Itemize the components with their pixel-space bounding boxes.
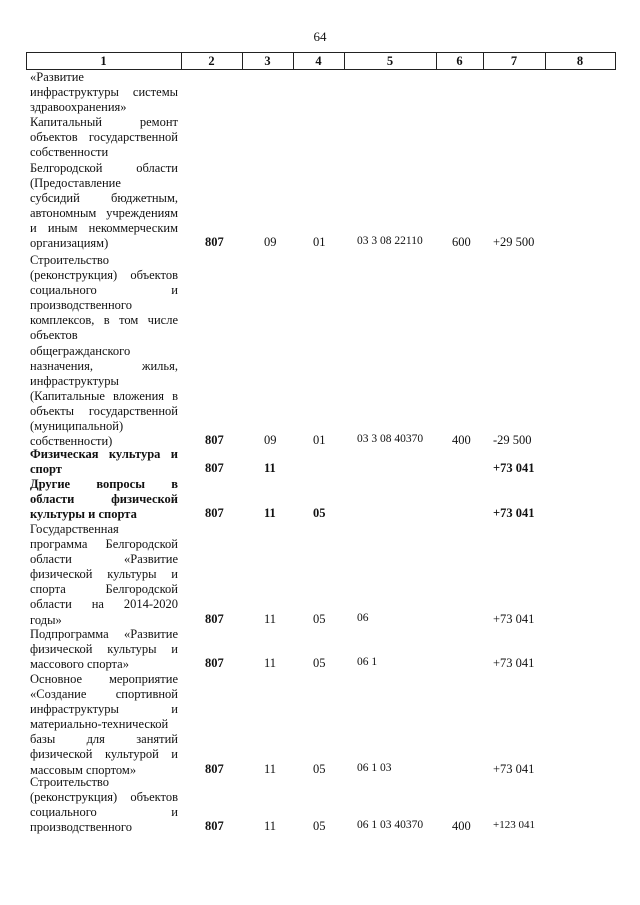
row-description [30, 447, 178, 477]
header-col-6: 6 [456, 53, 463, 68]
code-5-cell: 06 [357, 611, 369, 624]
description-line: спорта Белгородской [30, 582, 178, 597]
page-number: 64 [313, 29, 327, 44]
description-line: Капитальный ремонт [30, 115, 178, 130]
header-col-1: 1 [100, 53, 107, 68]
row-description [30, 627, 178, 672]
code-2-cell: 807 [205, 611, 224, 626]
description-line: производственного [30, 820, 132, 835]
description-line: инфраструктуры [30, 373, 119, 388]
code-2-cell: 807 [205, 461, 224, 476]
amount-cell: +73 041 [493, 761, 535, 776]
code-3-cell: 11 [264, 761, 277, 776]
description-line: (Капитальные вложения в [30, 388, 178, 403]
code-5-cell: 06 1 03 40370 [357, 819, 424, 832]
row-description [30, 253, 178, 449]
description-line: назначения, жилья, [30, 358, 178, 373]
description-line: производственного [30, 298, 132, 313]
code-4-cell: 05 [313, 506, 326, 521]
description-line: материально-технической [30, 717, 169, 732]
description-line: Строительство [30, 775, 110, 789]
header-col-3: 3 [264, 53, 271, 68]
code-6-cell: 600 [452, 235, 471, 250]
description-line: (реконструкция) объектов [30, 268, 178, 283]
description-line: «Развитие [30, 70, 84, 84]
row-description [30, 672, 178, 778]
code-4-cell: 05 [313, 819, 326, 834]
code-3-cell: 11 [264, 611, 277, 626]
code-2-cell: 807 [205, 506, 224, 521]
description-line: Государственная [30, 522, 119, 536]
amount-cell: +29 500 [493, 235, 535, 250]
header-separator [615, 52, 616, 70]
description-line: организациям) [30, 236, 109, 251]
description-line: базы для занятий [30, 732, 178, 747]
amount-cell: -29 500 [493, 433, 532, 448]
description-line: «Создание спортивной [30, 687, 178, 702]
code-4-cell: 05 [313, 656, 326, 671]
description-line: комплексов, в том числе [30, 313, 178, 328]
description-line: спорт [30, 462, 62, 477]
row-description [30, 477, 178, 522]
description-line: области на 2014-2020 [30, 597, 178, 612]
description-line: области физической [30, 492, 178, 507]
description-line: социального и [30, 805, 178, 820]
description-line: инфраструктуры и [30, 702, 178, 717]
header-col-4: 4 [315, 53, 322, 68]
description-line: массового спорта» [30, 657, 129, 672]
description-line: Строительство [30, 253, 110, 267]
row-description [30, 522, 178, 628]
code-4-cell: 05 [313, 611, 326, 626]
description-line: Основное мероприятие [30, 672, 178, 686]
code-6-cell: 400 [452, 433, 471, 448]
description-line: (Предоставление [30, 175, 121, 190]
header-col-2: 2 [208, 53, 215, 68]
header-col-7: 7 [510, 53, 518, 68]
description-line: культуры и спорта [30, 507, 137, 522]
table-header [26, 52, 616, 70]
description-line: собственности) [30, 434, 113, 449]
code-3-cell: 11 [264, 506, 276, 521]
description-line: области «Развитие [30, 552, 178, 567]
description-line: социального и [30, 283, 178, 298]
description-line: здравоохранения» [30, 100, 127, 115]
code-3-cell: 11 [264, 656, 277, 671]
code-2-cell: 807 [205, 656, 224, 671]
description-line: и иным некоммерческим [30, 220, 178, 235]
code-5-cell: 06 1 [357, 656, 378, 669]
description-line: годы» [30, 612, 62, 627]
description-line: Другие вопросы в [30, 477, 178, 491]
amount-cell: +73 041 [493, 461, 535, 476]
header-col-5: 5 [386, 53, 394, 68]
description-line: массовым спортом» [30, 762, 137, 777]
code-2-cell: 807 [205, 761, 224, 776]
code-2-cell: 807 [205, 819, 224, 834]
amount-cell: +73 041 [493, 656, 535, 671]
amount-cell: +123 041 [493, 819, 535, 832]
description-line: общегражданского [30, 343, 131, 358]
code-4-cell: 05 [313, 761, 326, 776]
description-line: физической культурой и [30, 747, 178, 762]
description-line: физической культуры и [30, 567, 178, 582]
header-col-8: 8 [576, 53, 584, 68]
description-line: (муниципальной) [30, 419, 124, 434]
description-line: физической культуры и [30, 642, 178, 657]
description-line: объекты государственной [30, 403, 178, 418]
code-4-cell: 01 [313, 433, 326, 448]
description-line: программа Белгородской [30, 537, 178, 552]
code-2-cell: 807 [205, 433, 224, 448]
row-description [30, 70, 178, 251]
code-4-cell: 01 [313, 235, 326, 250]
description-line: Физическая культура и [30, 447, 178, 461]
amount-cell: +73 041 [493, 611, 535, 626]
code-3-cell: 09 [264, 433, 277, 448]
code-6-cell: 400 [452, 819, 471, 834]
description-line: инфраструктуры системы [30, 85, 178, 100]
code-5-cell: 03 3 08 40370 [357, 433, 424, 446]
description-line: Подпрограмма «Развитие [30, 627, 178, 641]
description-line: автономным учреждениям [30, 205, 178, 220]
code-5-cell: 03 3 08 22110 [357, 235, 423, 248]
code-3-cell: 11 [264, 461, 276, 476]
code-5-cell: 06 1 03 [357, 761, 392, 774]
code-3-cell: 09 [264, 235, 277, 250]
amount-cell: +73 041 [493, 506, 535, 521]
row-description [30, 775, 178, 835]
description-line: собственности [30, 145, 109, 160]
description-line: (реконструкция) объектов [30, 790, 178, 805]
description-line: субсидий бюджетным, [30, 190, 178, 205]
description-line: объектов государственной [30, 130, 178, 145]
description-line: Белгородской области [30, 160, 178, 175]
description-line: объектов [30, 328, 78, 343]
code-3-cell: 11 [264, 819, 277, 834]
code-2-cell: 807 [205, 235, 224, 250]
